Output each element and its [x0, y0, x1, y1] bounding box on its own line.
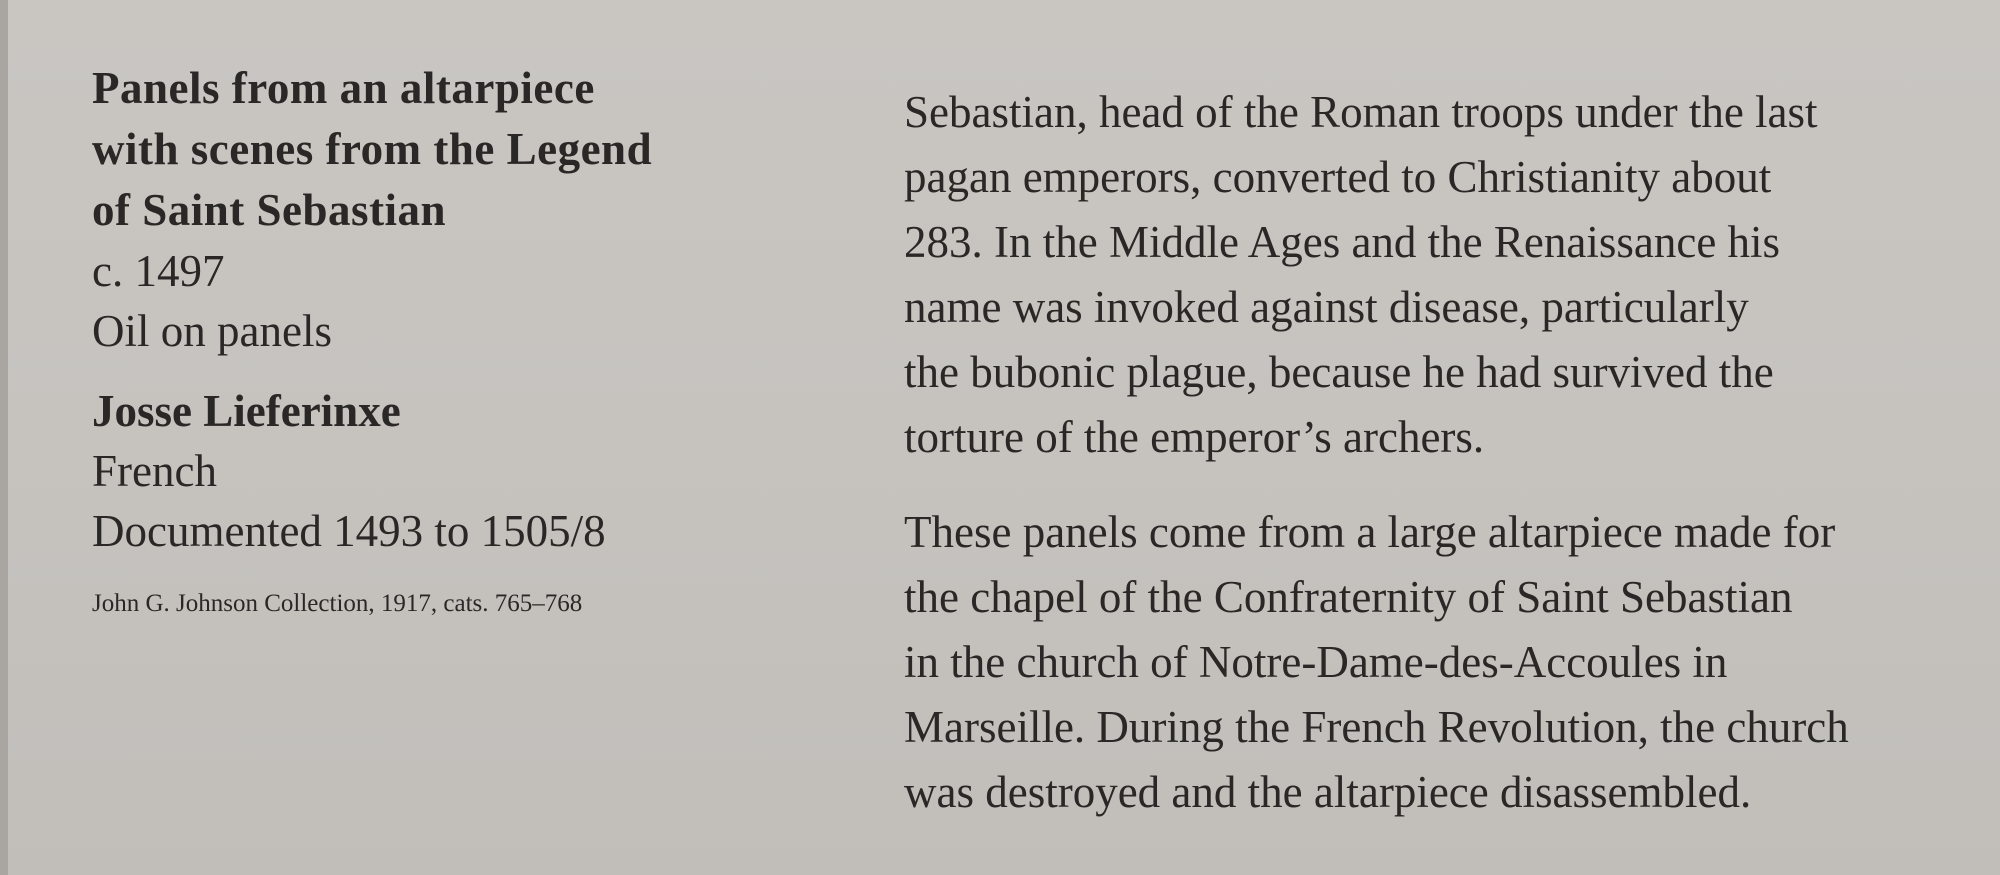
description-line: Sebastian, head of the Roman troops under the last	[904, 87, 1818, 137]
artist-name: Josse Lieferinxe	[92, 386, 401, 436]
artwork-title	[92, 58, 832, 241]
artwork-title-line: of Saint Sebastian	[92, 185, 447, 235]
description-line: pagan emperors, converted to Christianity about	[904, 152, 1772, 202]
description-line: the chapel of the Confraternity of Saint Sebastian	[904, 572, 1793, 622]
artwork-medium: Oil on panels	[92, 306, 332, 356]
description-line: 283. In the Middle Ages and the Renaissance his	[904, 217, 1781, 267]
description-column	[904, 80, 1964, 825]
description-line: name was invoked against disease, particularly	[904, 282, 1749, 332]
artwork-info-column	[92, 58, 832, 621]
description-line: in the church of Notre-Dame-des-Accoules in	[904, 637, 1728, 687]
description-line: was destroyed and the altarpiece disassembled.	[904, 767, 1752, 817]
description-line: the bubonic plague, because he had survived the	[904, 347, 1774, 397]
description-line: These panels come from a large altarpiece made for	[904, 507, 1836, 557]
description-paragraph-2	[904, 500, 1964, 825]
artist-nationality: French	[92, 446, 217, 496]
wall-edge	[0, 0, 8, 875]
description-line: Marseille. During the French Revolution, the church	[904, 702, 1849, 752]
description-paragraph-1	[904, 80, 1964, 470]
museum-wall-label	[8, 0, 2000, 875]
description-line: torture of the emperor’s archers.	[904, 412, 1485, 462]
credit-line: John G. Johnson Collection, 1917, cats. 765–768	[92, 590, 583, 617]
artwork-date: c. 1497	[92, 246, 225, 296]
artist-dates: Documented 1493 to 1505/8	[92, 506, 606, 556]
artwork-title-line: Panels from an altarpiece	[92, 63, 595, 113]
artwork-title-line: with scenes from the Legend	[92, 124, 653, 174]
